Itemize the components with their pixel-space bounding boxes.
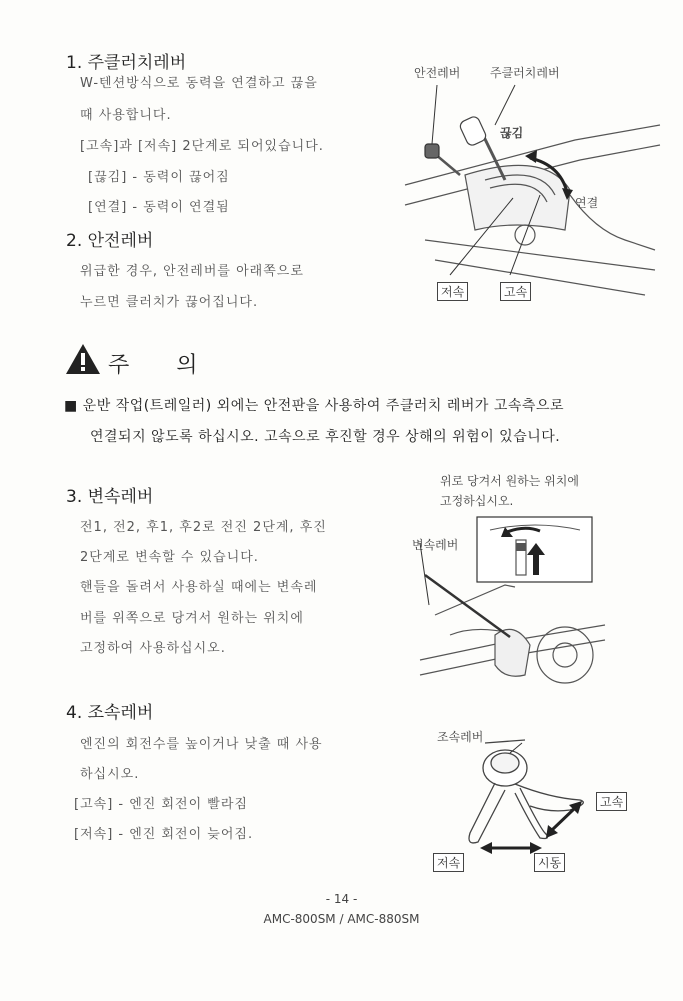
section1-line-4: [끊김] - 동력이 끊어짐 bbox=[88, 170, 230, 185]
caution-line-1: ■ 운반 작업(트레일러) 외에는 안전판을 사용하여 주클러치 레버가 고속측으로 bbox=[64, 398, 564, 414]
governor-start-box: 시동 bbox=[534, 853, 565, 872]
section3-line-3: 핸들을 돌려서 사용하실 때에는 변속레 bbox=[80, 580, 318, 595]
governor-high-box: 고속 bbox=[596, 792, 627, 811]
section4-line-3: [고속] - 엔진 회전이 빨라짐 bbox=[74, 797, 248, 812]
high-speed-box: 고속 bbox=[500, 282, 531, 301]
section1-line-1: W-텐션방식으로 동력을 연결하고 끊을 bbox=[80, 76, 318, 91]
section3-line-2: 2단계로 변속할 수 있습니다. bbox=[80, 550, 259, 565]
shift-lever-illustration bbox=[415, 515, 615, 700]
shift-lever-label: 변속레버 bbox=[412, 538, 459, 552]
main-clutch-lever-label: 주클러치레버 bbox=[490, 66, 560, 80]
section2-heading: 2. 안전레버 bbox=[66, 231, 154, 251]
section1-line-3: [고속]과 [저속] 2단계로 되어있습니다. bbox=[80, 139, 324, 154]
shift-note-line-1: 위로 당겨서 원하는 위치에 bbox=[440, 474, 579, 488]
section2-line-2: 누르면 클러치가 끊어집니다. bbox=[80, 295, 259, 310]
page-number: - 14 - bbox=[325, 892, 358, 906]
caution-line-2: 연결되지 않도록 하십시오. 고속으로 후진할 경우 상해의 위험이 있습니다. bbox=[90, 429, 561, 445]
cut-label: 끊김 bbox=[500, 126, 524, 140]
model-number: AMC-800SM / AMC-880SM bbox=[263, 912, 420, 926]
low-speed-box: 저속 bbox=[437, 282, 468, 301]
section3-line-1: 전1, 전2, 후1, 후2로 전진 2단계, 후진 bbox=[80, 520, 327, 535]
section4-heading: 4. 조속레버 bbox=[66, 703, 154, 723]
section3-line-4: 버를 위쪽으로 당겨서 원하는 위치에 bbox=[80, 611, 304, 626]
clutch-lever-illustration bbox=[395, 80, 665, 310]
section4-line-4: [저속] - 엔진 회전이 늦어짐. bbox=[74, 827, 254, 842]
section1-heading: 1. 주클러치레버 bbox=[66, 53, 187, 73]
section3-line-5: 고정하여 사용하십시오. bbox=[80, 641, 226, 656]
caution-title: 주 의 bbox=[108, 353, 218, 378]
governor-lever-label: 조속레버 bbox=[437, 730, 484, 744]
warning-icon bbox=[64, 342, 102, 376]
section1-line-2: 때 사용합니다. bbox=[80, 108, 172, 123]
section4-line-1: 엔진의 회전수를 높이거나 낮출 때 사용 bbox=[80, 737, 323, 752]
safety-lever-label: 안전레버 bbox=[414, 66, 461, 80]
section3-heading: 3. 변속레버 bbox=[66, 487, 154, 507]
section2-line-1: 위급한 경우, 안전레버를 아래쪽으로 bbox=[80, 264, 304, 279]
connect-label: 연결 bbox=[575, 196, 599, 210]
section4-line-2: 하십시오. bbox=[80, 767, 140, 782]
section1-line-5: [연결] - 동력이 연결됨 bbox=[88, 200, 230, 215]
governor-lever-illustration bbox=[440, 738, 600, 858]
governor-low-box: 저속 bbox=[433, 853, 464, 872]
shift-note-line-2: 고정하십시오. bbox=[440, 494, 514, 508]
